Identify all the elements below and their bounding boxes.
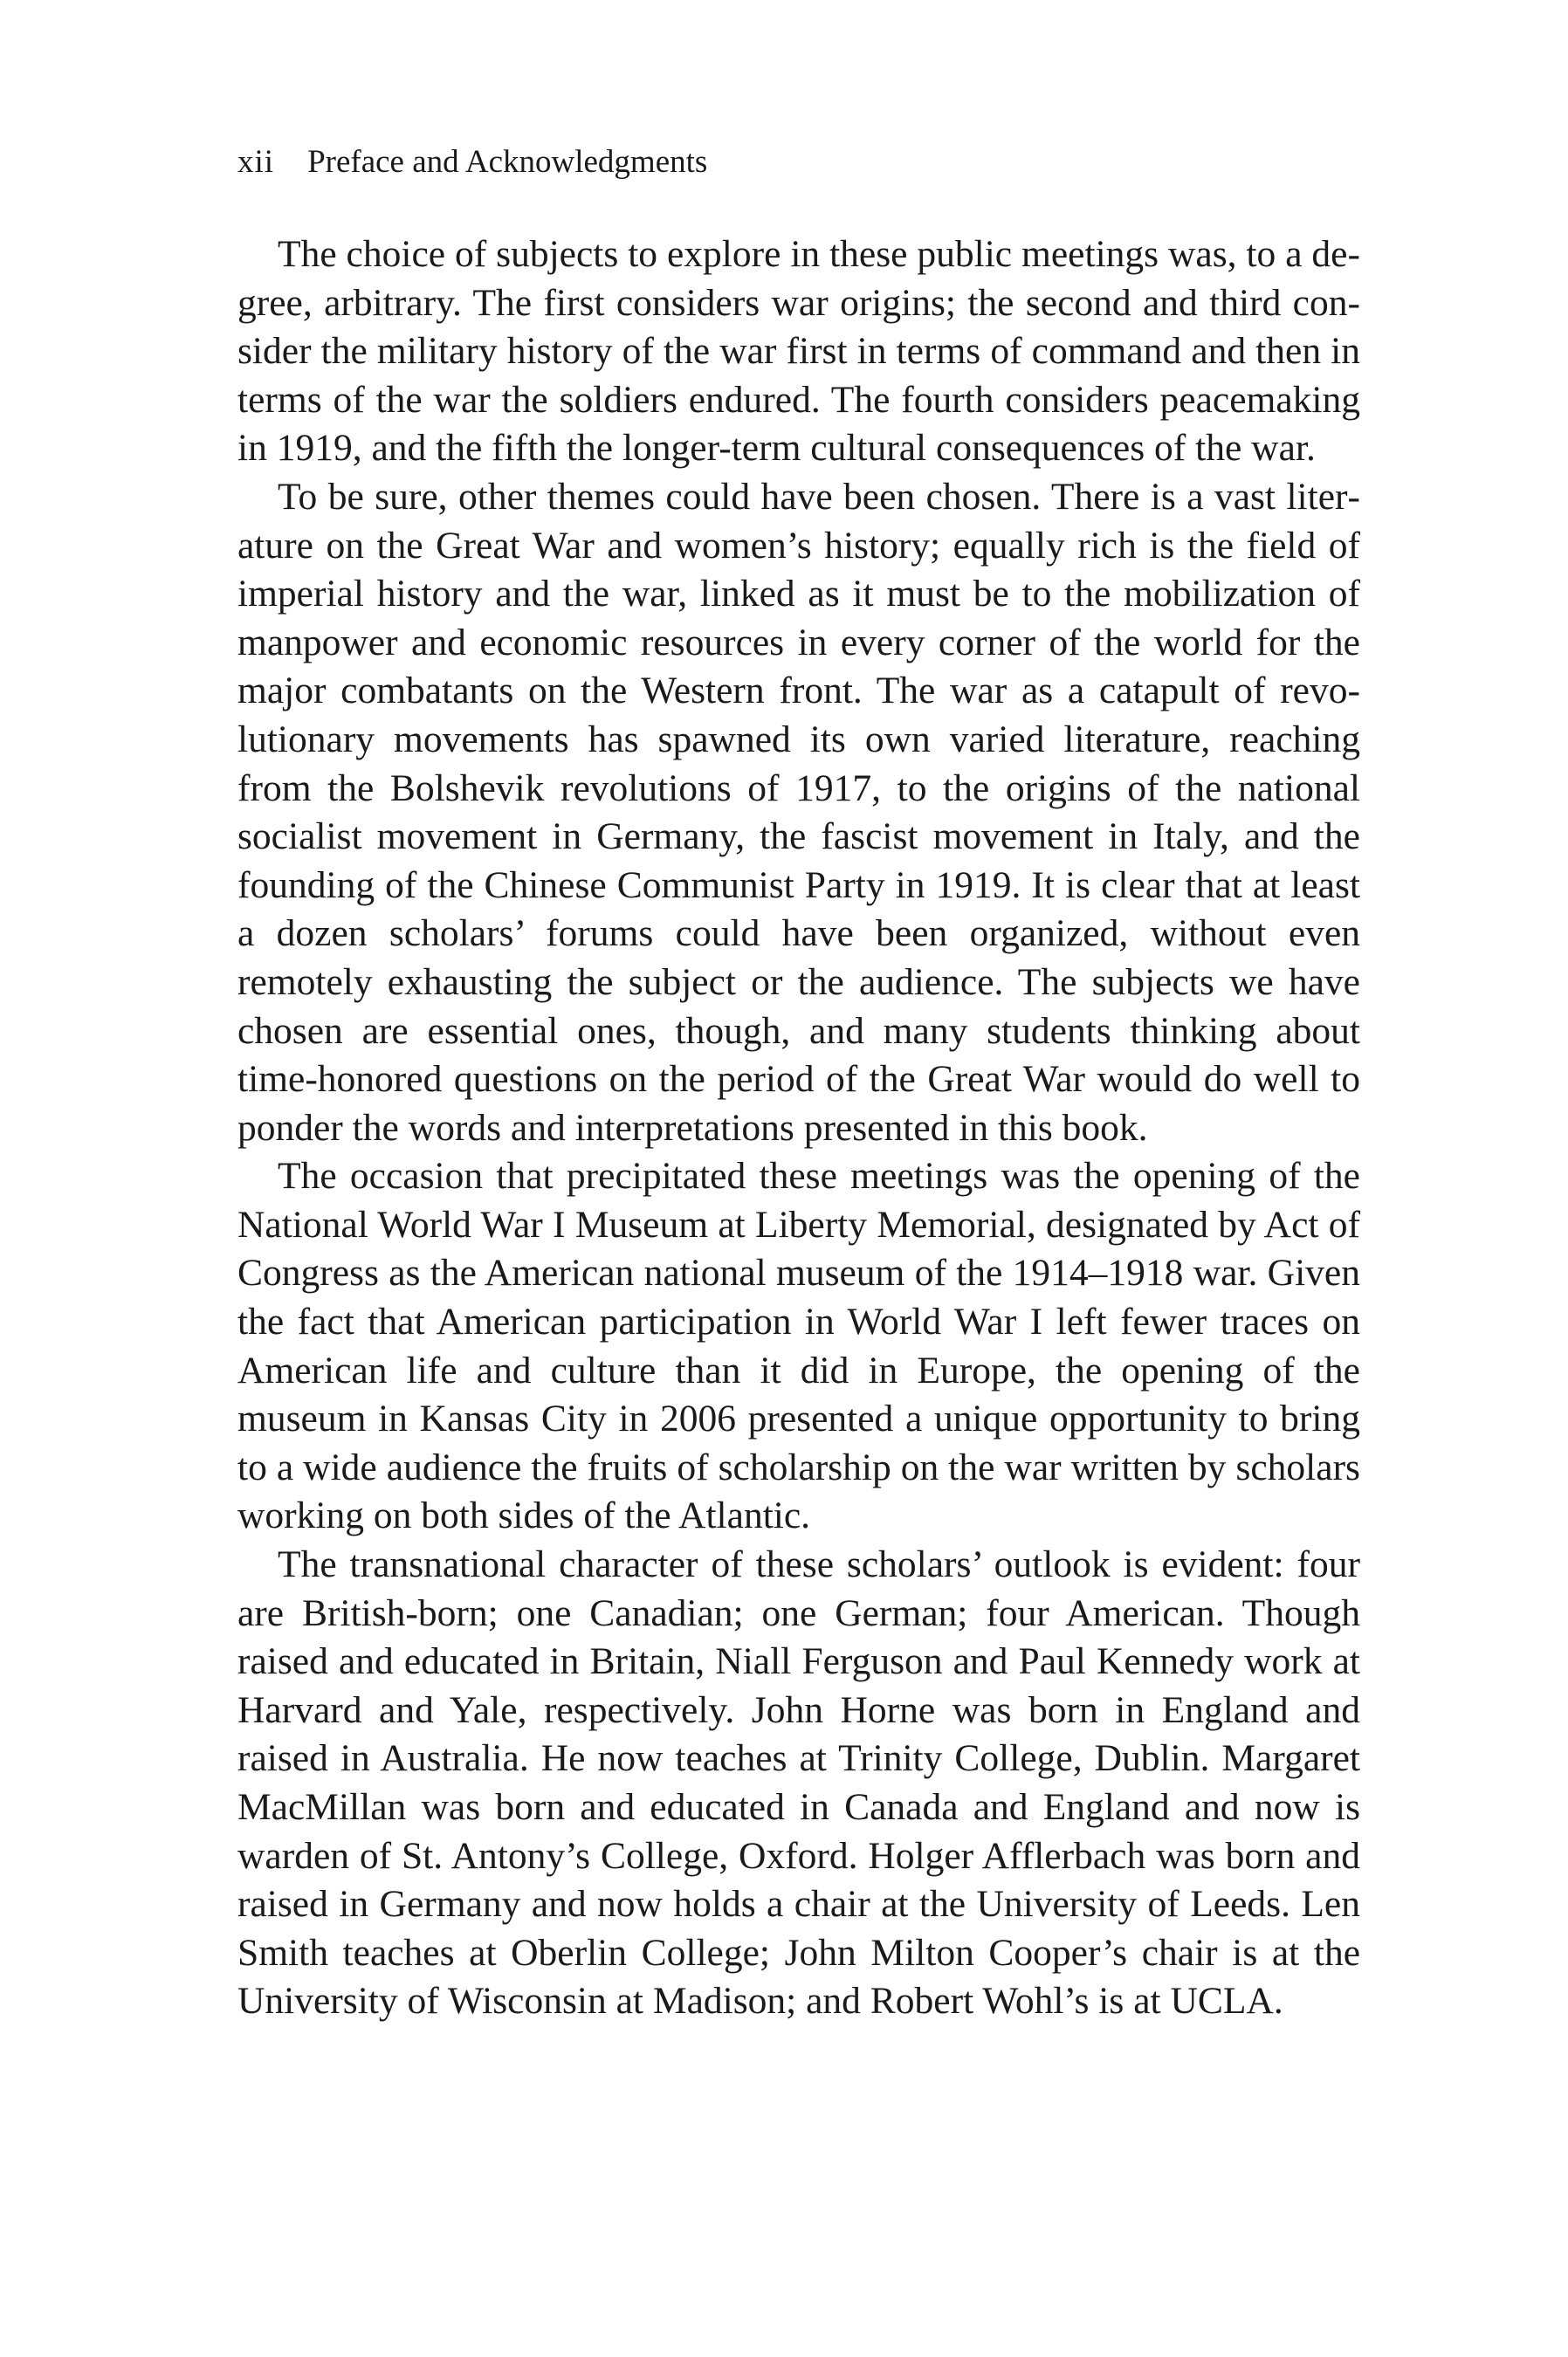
running-head-title: Preface and Acknowledgments [307,144,708,180]
paragraph-scholars: The transnational character of these scholars’ outlook is evident: four are British-born; one Canadian; one German; four American. Though raised and educated in Britain, Niall Ferguson and Paul Kennedy work at Harvard and Yale, respectively. John Horne was born in England and raised in Australia. He now teaches at Trinity College, Dublin. Margaret MacMillan was born and educated in Canada and England and now is warden of St. Antony’s College, Oxford. Holger Afflerbach was born and raised in Germany and now holds a chair at the University of Leeds. Len Smith teaches at Oberlin College; John Milton Cooper’s chair is at the University of Wisconsin at Madison; and Robert Wohl’s is at UCLA. [237,1543,1360,2023]
paragraph-other-themes: To be sure, other themes could have been chosen. There is a vast literature on the Great War and women’s history; equally rich is the field of imperial history and the war, linked as it must be to the mobilization of manpower and economic resources in every corner of the world for the major combatants on the Western front. The war as a catapult of revolutionary movements has spawned its own varied literature, reaching from the Bolshevik revolutions of 1917, to the origins of the national socialist movement in Germany, the fascist movement in Italy, and the founding of the Chinese Communist Party in 1919. It is clear that at least a dozen scholars’ forums could have been organized, without even remotely exhausting the subject or the audience. The subjects we have chosen are essential ones, though, and many students thinking about time-honored questions on the period of the Great War would do well to ponder the words and interpretations presented in this book. [237,475,1360,1149]
paragraph-subjects: The choice of subjects to explore in these public meetings was, to a degree, arbitrary. The first considers war origins; the second and third consider the military history of the war first in terms of command and then in terms of the war the soldiers endured. The fourth considers peacemaking in 1919, and the fifth the longer-term cultural consequences of the war. [237,233,1360,470]
body-text [237,230,1360,2026]
paragraph-museum-occasion: The occasion that precipitated these meetings was the opening of the National World War I Museum at Liberty Memorial, designated by Act of Congress as the American national museum of the 1914–1918 war. Given the fact that American participation in World War I left fewer traces on American life and culture than it did in Europe, the opening of the museum in Kansas City in 2006 presented a unique opportunity to bring to a wide audience the fruits of scholarship on the war written by scholars working on both sides of the Atlantic. [237,1155,1360,1537]
page-number: xii [237,144,275,180]
running-head [237,143,707,182]
